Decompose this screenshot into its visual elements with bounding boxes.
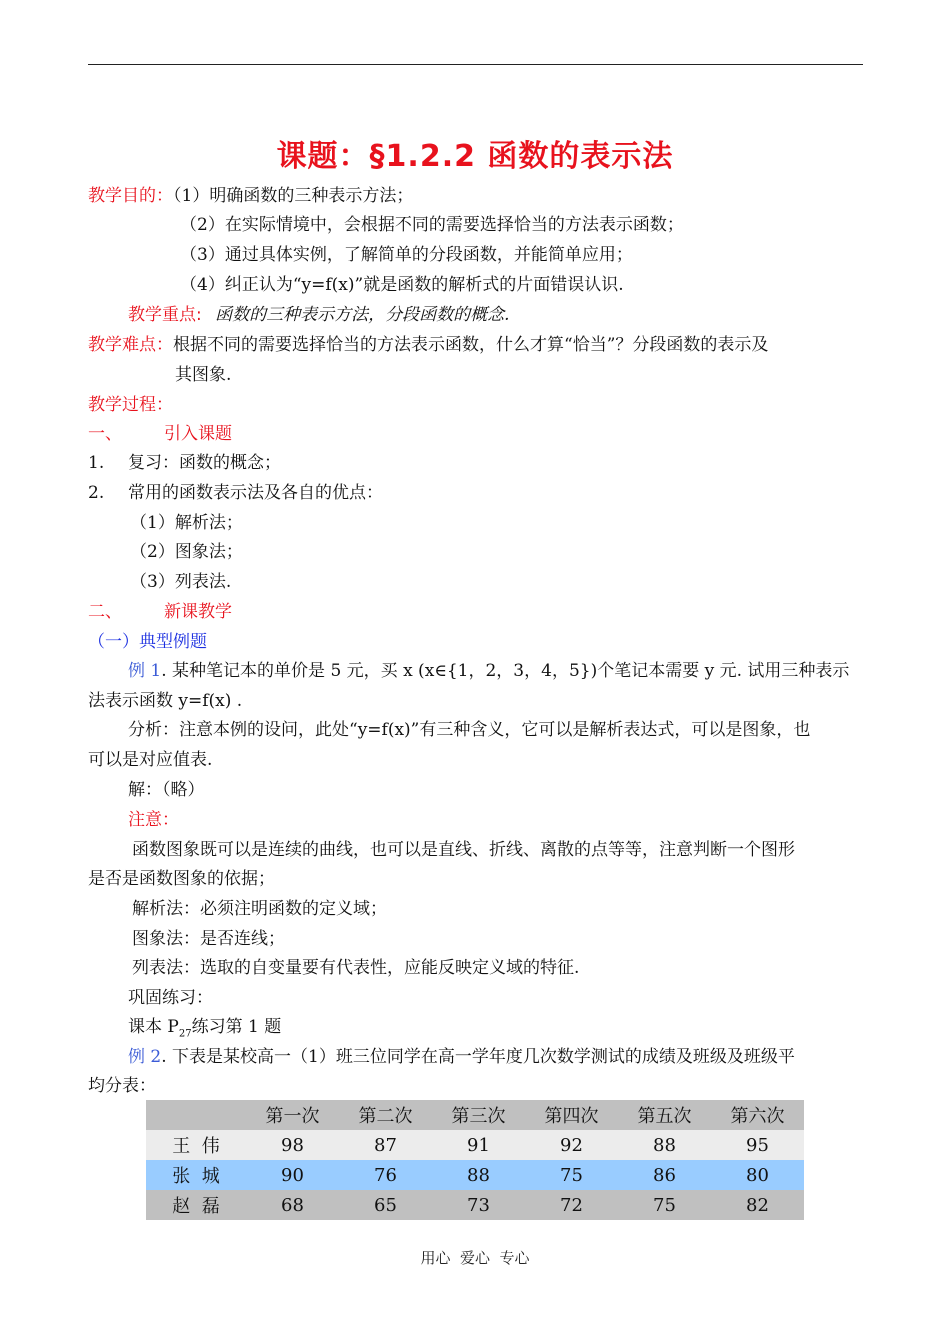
score-cell: 98 — [281, 1134, 304, 1156]
score-cell: 68 — [281, 1194, 304, 1216]
table-header-cell: 第一次 — [265, 1106, 320, 1127]
section-1-heading — [88, 423, 232, 445]
score-cell: 88 — [467, 1164, 490, 1186]
method-item: （1）解析法； — [130, 513, 243, 533]
objective-item: （3）通过具体实例，了解简单的分段函数，并能简单应用； — [180, 245, 633, 265]
note-item: 解析法：必须注明函数的定义域； — [132, 899, 387, 919]
objectives-line-1 — [88, 185, 413, 207]
analysis-text: 分析：注意本例的设问，此处“y=f(x)”有三种含义，它可以是解析表达式，可以是图象，也 — [128, 720, 811, 740]
section-2-title: 新课教学 — [164, 602, 232, 622]
score-cell: 92 — [560, 1134, 583, 1156]
table-row — [146, 1160, 804, 1190]
practice-page: 27 — [178, 1028, 192, 1040]
objective-item: （4）纠正认为“y=f(x)”就是函数的解析式的片面错误认识. — [180, 275, 624, 295]
page-footer: 用心 爱心 专心 — [420, 1249, 530, 1267]
process-label: 教学过程： — [88, 395, 173, 415]
table-header-cell: 第四次 — [544, 1106, 599, 1127]
example-2-label: 例 2 — [128, 1047, 162, 1067]
page-title: 课题：§1.2.2 函数的表示法 — [276, 139, 674, 174]
score-cell: 86 — [653, 1164, 676, 1186]
section-1-number: 一、 — [88, 424, 122, 444]
score-cell: 90 — [281, 1164, 304, 1186]
score-cell: 72 — [560, 1194, 583, 1216]
objectives-label: 教学目的： — [88, 186, 173, 206]
review-item — [88, 452, 281, 474]
difficulties-text-cont: 其图象. — [175, 365, 232, 385]
method-item: （2）图象法； — [130, 542, 243, 562]
solution-text: 解：（略） — [128, 780, 205, 800]
method-item: （3）列表法. — [130, 572, 232, 592]
example-1-text-cont: 法表示函数 y=f(x) . — [88, 691, 243, 711]
note-text-cont: 是否是函数图象的依据； — [88, 869, 275, 889]
header-rule — [88, 64, 863, 65]
score-cell: 95 — [746, 1134, 769, 1156]
review-item-text: 复习：函数的概念； — [128, 453, 281, 473]
section-2-heading — [88, 601, 232, 623]
objective-item: （1）明确函数的三种表示方法； — [173, 186, 414, 206]
difficulties — [88, 334, 768, 356]
score-cell: 82 — [746, 1194, 769, 1216]
section-1-title: 引入课题 — [164, 424, 232, 444]
score-cell: 73 — [467, 1194, 490, 1216]
note-label: 注意： — [128, 810, 179, 830]
difficulties-label: 教学难点： — [88, 335, 173, 355]
practice-suffix: 练习第 1 题 — [191, 1017, 282, 1037]
score-cell: 76 — [374, 1164, 397, 1186]
example-2 — [128, 1046, 795, 1068]
score-cell: 87 — [374, 1134, 397, 1156]
subsection-heading: （一）典型例题 — [88, 632, 207, 652]
scores-table — [146, 1100, 804, 1220]
section-2-number: 二、 — [88, 602, 122, 622]
score-cell: 91 — [467, 1134, 490, 1156]
table-header-cell: 第五次 — [637, 1106, 692, 1127]
key-points — [128, 304, 510, 326]
score-cell: 88 — [653, 1134, 676, 1156]
example-1-text: . 某种笔记本的单价是 5 元，买 x (x∈{1，2，3，4，5})个笔记本需要 y 元. 试用三种表示 — [161, 661, 850, 681]
score-cell: 75 — [560, 1164, 583, 1186]
student-name: 赵 磊 — [172, 1196, 220, 1217]
difficulties-text: 根据不同的需要选择恰当的方法表示函数，什么才算“恰当”？分段函数的表示及 — [173, 335, 769, 355]
table-header-row — [146, 1100, 804, 1130]
review-item-number: 2. — [88, 483, 105, 503]
student-name: 王 伟 — [172, 1136, 220, 1157]
example-2-text: . 下表是某校高一（1）班三位同学在高一学年度几次数学测试的成绩及班级及班级平 — [161, 1047, 795, 1067]
student-name: 张 城 — [172, 1166, 220, 1187]
objective-item: （2）在实际情境中，会根据不同的需要选择恰当的方法表示函数； — [180, 215, 684, 235]
table-row — [146, 1130, 804, 1160]
table-header-cell — [146, 1100, 246, 1130]
example-1-label: 例 1 — [128, 661, 162, 681]
practice-prefix: 课本 P — [128, 1017, 179, 1037]
key-points-text: 函数的三种表示方法，分段函数的概念. — [215, 305, 510, 325]
practice-label: 巩固练习： — [128, 988, 213, 1008]
review-item — [88, 482, 383, 504]
analysis-text-cont: 可以是对应值表. — [88, 750, 213, 770]
review-item-text: 常用的函数表示法及各自的优点： — [128, 483, 383, 503]
example-2-text-cont: 均分表： — [88, 1076, 156, 1096]
table-header-cell: 第二次 — [358, 1106, 413, 1127]
table-header-cell: 第三次 — [451, 1106, 506, 1127]
note-item: 列表法：选取的自变量要有代表性，应能反映定义域的特征. — [132, 958, 580, 978]
example-1 — [128, 660, 849, 682]
note-text: 函数图象既可以是连续的曲线，也可以是直线、折线、离散的点等等，注意判断一个图形 — [132, 840, 795, 860]
table-header-cell: 第六次 — [730, 1106, 785, 1127]
table-row — [146, 1190, 804, 1220]
review-item-number: 1. — [88, 453, 105, 473]
note-item: 图象法：是否连线； — [132, 929, 285, 949]
practice-text — [128, 1016, 281, 1045]
score-cell: 65 — [374, 1194, 397, 1216]
key-points-label: 教学重点: — [128, 305, 202, 325]
score-cell: 75 — [653, 1194, 676, 1216]
score-cell: 80 — [746, 1164, 769, 1186]
